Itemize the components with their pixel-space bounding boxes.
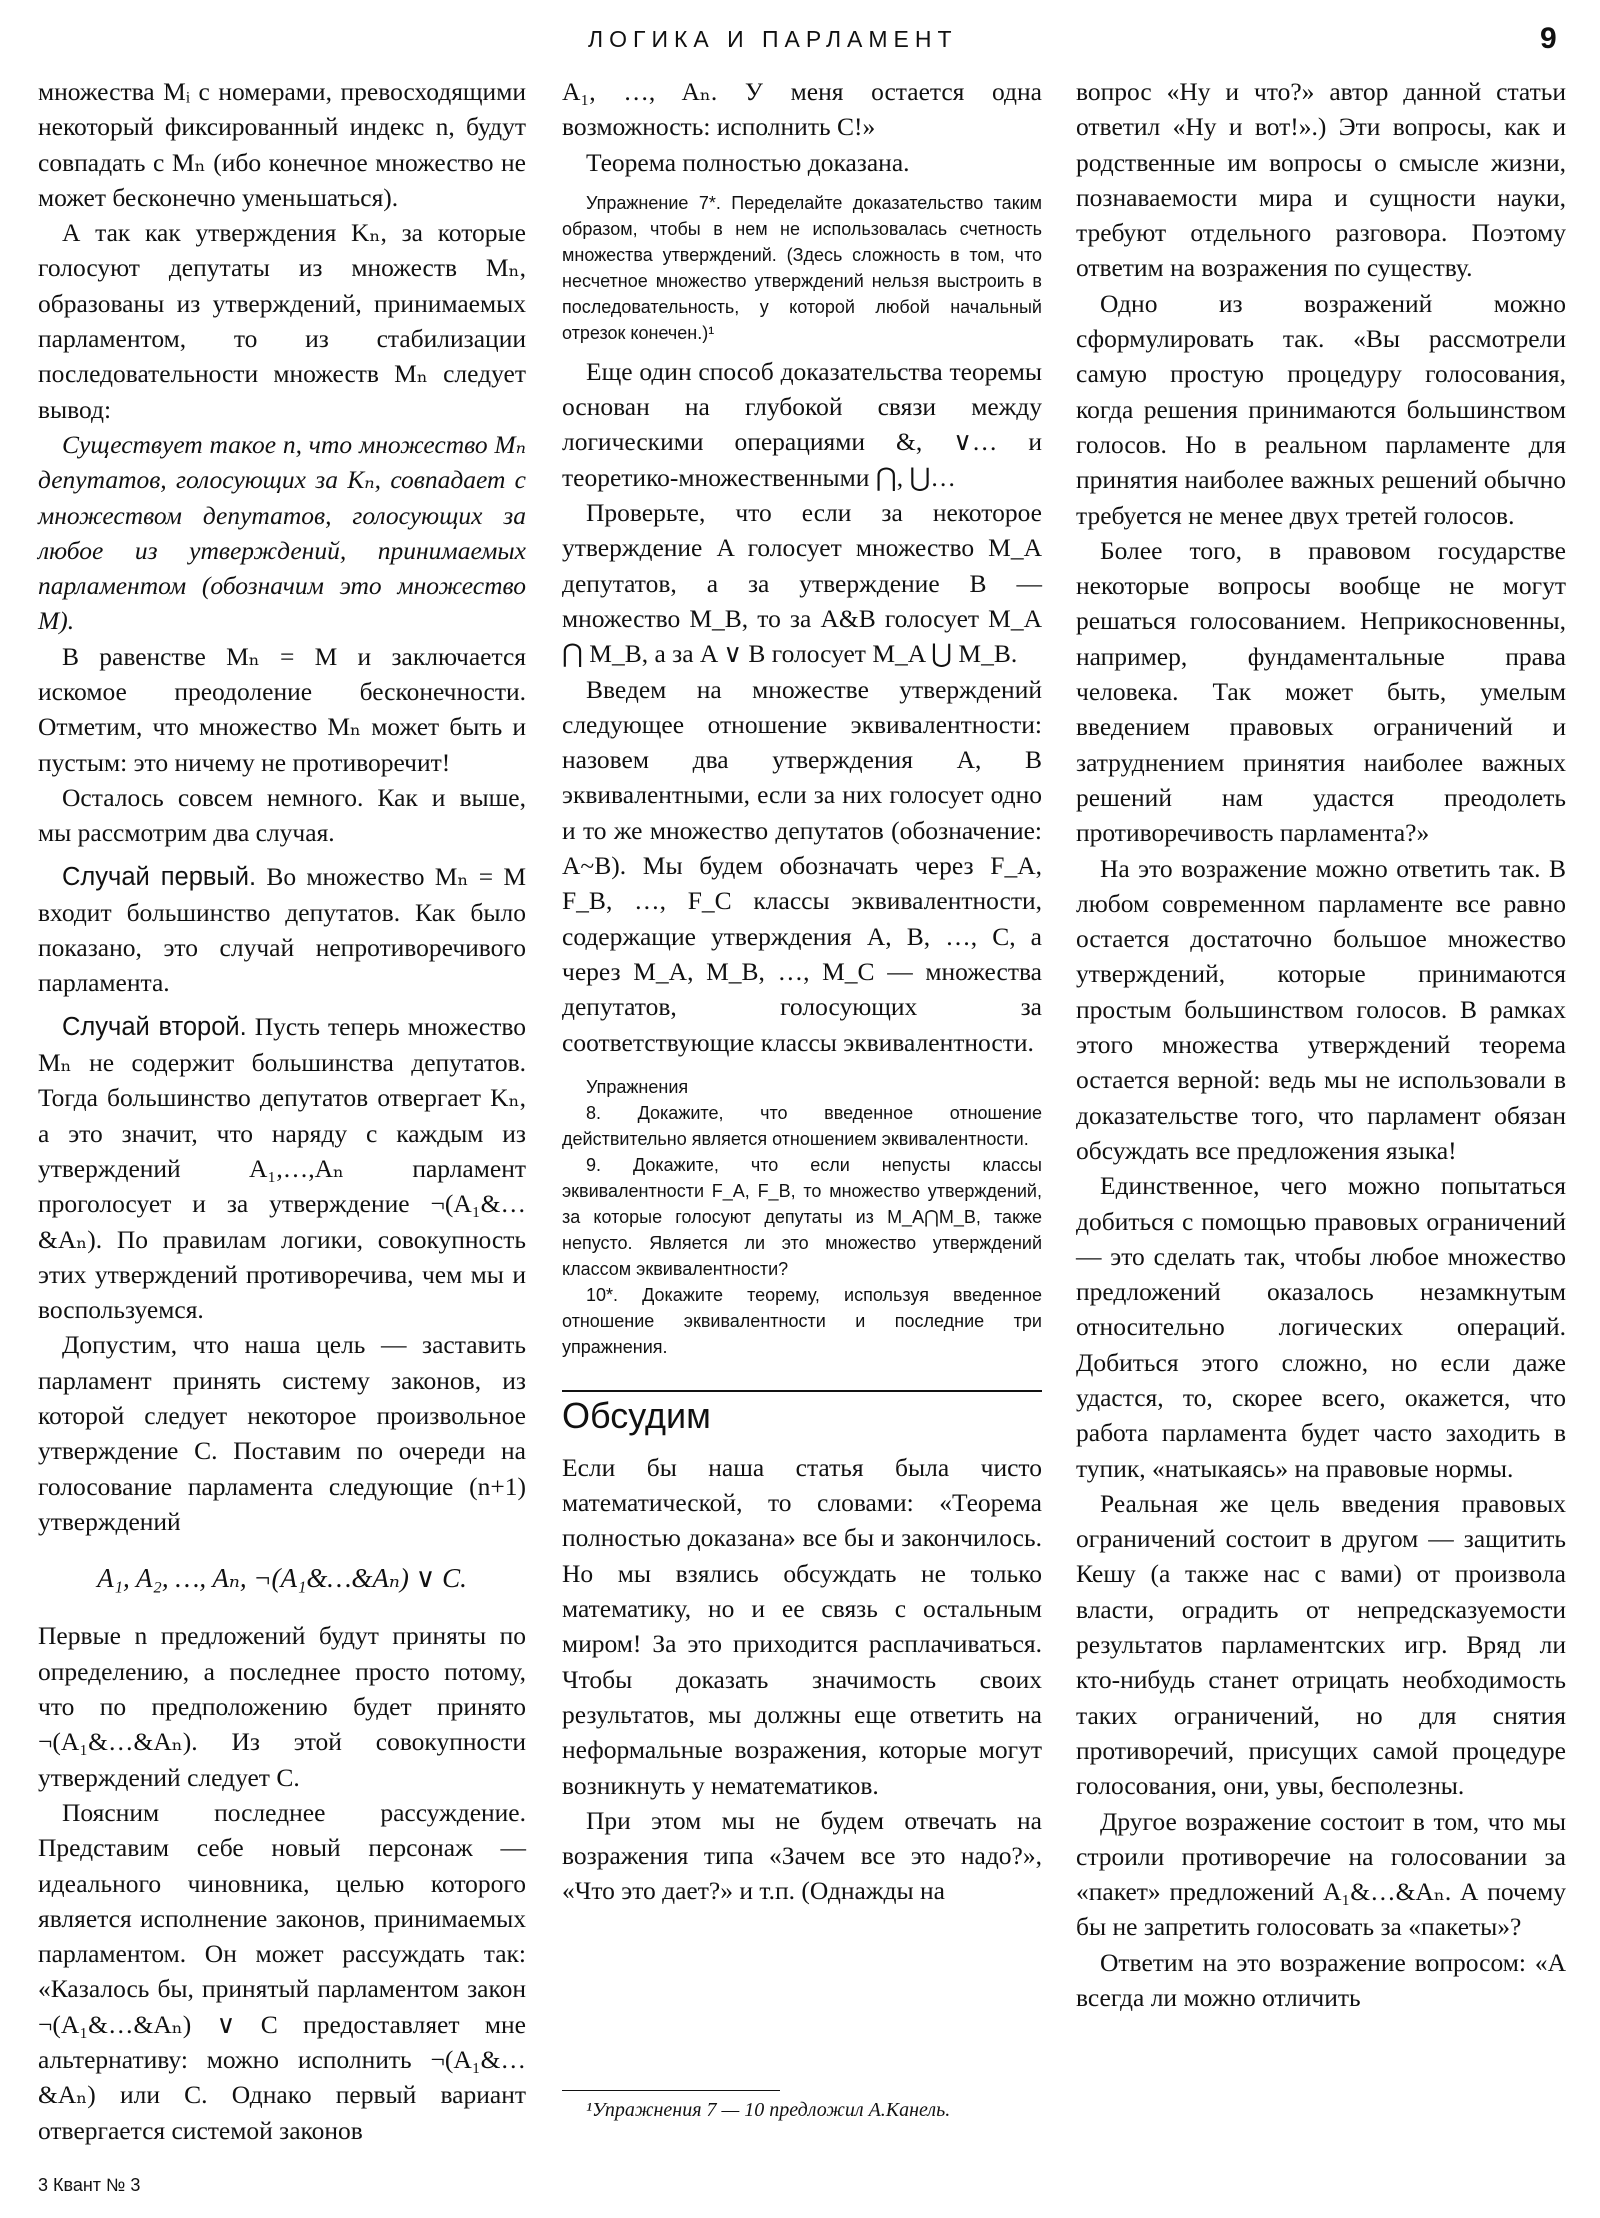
paragraph: Одно из возражений можно сформулировать так. «Вы рассмотрели самую простую процедуру голосования, когда решения принимаются большинством голосов. Но в реальном парламенте для принятия наиболее важных решений обычно требуется не менее двух третей голосов. xyxy=(1076,288,1566,530)
section-rule xyxy=(562,1390,1042,1392)
running-title: ЛОГИКА И ПАРЛАМЕНТ xyxy=(588,26,958,52)
paragraph: вопрос «Ну и что?» автор данной статьи ответил «Ну и вот!».) Эти вопросы, как и родственные им вопросы о смысле жизни, познаваемости мира и сущности науки, требуют отдельного разговора. Поэтому ответим на возражения по существу. xyxy=(1076,77,1566,283)
exercises-heading: Упражнения xyxy=(586,1076,689,1097)
paragraph: Первые n предложений будут приняты по определению, а последнее просто потому, что по предположению будет принято ¬(A₁&…&Aₙ). Из этой совокупности утверждений следует C. xyxy=(38,1621,526,1792)
running-head xyxy=(0,22,1600,66)
display-formula: A₁, A₂, …, Aₙ, ¬(A₁&…&Aₙ) ∨ C. xyxy=(97,1563,467,1594)
section-heading: Обсудим xyxy=(562,1394,711,1436)
paragraph: Реальная же цель введения правовых ограничений состоит в другом — защитить Кешу (а также нас с вами) от произвола власти, оградить от непредсказуемости результатов парламентских игр. Вряд ли кто-нибудь станет отрицать необходимость таких ограничений, но для снятия противоречий, присущих самой процедуре голосования, они, увы, бесполезны. xyxy=(1076,1488,1566,1801)
column-1 xyxy=(38,74,526,2148)
page-number: 9 xyxy=(1540,22,1557,55)
paragraph: Еще один способ доказательства теоремы основан на глубокой связи между логическими операциями &, ∨… и теоретико-множественными ⋂, ⋃… xyxy=(562,356,1042,492)
case-one-text: Во множество Mₙ = M входит большинство депутатов. Как было показано, это случай непротиворечивого парламента. xyxy=(38,861,527,998)
paragraph: Единственное, чего можно попытаться добиться с помощью правовых ограничений — это сделать так, чтобы любое множество предложений оказалось незамкнутым относительно логических операций. Добиться этого сложно, но если даже удастся, то, скорее всего, окажется, что работа парламента будет часто заходить в тупик, «натыкаясь» на правовые нормы. xyxy=(1076,1171,1566,1483)
statement-paragraph: Существует такое n, что множество Mₙ депутатов, голосующих за Kₙ, совпадает с множеством депутатов, голосующих за любое из утверждений, принимаемых парламентом (обозначим это множество M). xyxy=(38,429,526,636)
paragraph: А так как утверждения Kₙ, за которые голосуют депутаты из множеств Mₙ, образованы из утверждений, принимаемых парламентом, то из стабилизации последовательности множеств Mₙ следует вывод: xyxy=(38,218,526,424)
paragraph: При этом мы не будем отвечать на возражения типа «Зачем все это надо?», «Что это дает?» и т.п. (Однажды на xyxy=(562,1805,1042,1906)
column-2 xyxy=(562,74,1042,1909)
paragraph: Проверьте, что если за некоторое утверждение A голосует множество M_A депутатов, а за утверждение B — множество M_B, то за A&B голосует M_A ⋂ M_B, а за A ∨ B голосует M_A ⋃ M_B. xyxy=(562,498,1042,669)
exercise-8: 8. Докажите, что введенное отношение действительно является отношением эквивалентности. xyxy=(562,1102,1042,1149)
column-3 xyxy=(1076,74,1566,2015)
paragraph: Более того, в правовом государстве некоторые вопросы вообще не могут решаться голосованием. Неприкосновенны, например, фундаментальные права человека. Так может быть, умелым введением правовых ограничений и затруднением принятия наиболее важных решений нам удастся преодолеть противоречивость парламента?» xyxy=(1076,535,1566,848)
case-one-label: Случай первый. xyxy=(62,862,257,891)
exercise-7: Упражнение 7*. Переделайте доказательство таким образом, чтобы в нем не использовалась счетность множества утверждений. (Здесь сложность в том, что несчетное множество утверждений нельзя выстроить в последовательность, у которой любой начальный отрезок конечен.)¹ xyxy=(562,192,1042,343)
paragraph: Ответим на это возражение вопросом: «А всегда ли можно отличить xyxy=(1076,1947,1566,2013)
exercise-10: 10*. Докажите теорему, используя введенное отношение эквивалентности и последние три упражнения. xyxy=(562,1284,1042,1357)
exercise-9: 9. Докажите, что если непусты классы эквивалентности F_A, F_B, то множество утверждений, за которые голосуют депутаты из M_A⋂M_B, также непусто. Является ли это множество утверждений классом эквивалентности? xyxy=(562,1154,1042,1279)
paragraph: A₁, …, Aₙ. У меня остается одна возможность: исполнить C!» xyxy=(562,77,1042,142)
paragraph: Теорема полностью доказана. xyxy=(586,147,910,177)
case-two-paragraph xyxy=(38,1009,526,1328)
paragraph: Введем на множестве утверждений следующее отношение эквивалентности: назовем два утверждения A, B эквивалентными, если за них голосует одно и то же множество депутатов (обозначение: A~B). Мы будем обозначать через F_A, F_B, …, F_C классы эквивалентности, содержащие утверждения A, B, …, C, а через M_A, M_B, …, M_C — множества депутатов, голосующих за соответствующие классы эквивалентности. xyxy=(562,674,1042,1057)
signature-mark: 3 Квант № 3 xyxy=(38,2175,141,2195)
case-two-label: Случай второй. xyxy=(62,1012,247,1041)
paragraph: множества Mᵢ с номерами, превосходящими некоторый фиксированный индекс n, будут совпадать с Mₙ (ибо конечное множество не может бесконечно уменьшаться). xyxy=(38,77,526,212)
paragraph: В равенстве Mₙ = M и заключается искомое преодоление бесконечности. Отметим, что множество Mₙ может быть и пустым: это ничему не противоречит! xyxy=(38,641,526,777)
footnote-rule xyxy=(562,2090,780,2091)
paragraph: Другое возражение состоит в том, что мы строили противоречие на голосовании за «пакет» предложений A₁&…&Aₙ. А почему бы не запретить голосовать за «пакеты»? xyxy=(1076,1806,1566,1942)
case-two-text: Пусть теперь множество Mₙ не содержит большинства депутатов. Тогда большинство депутатов отвергает Kₙ, а это значит, что наряду с каждым из утверждений A₁,…,Aₙ парламент проголосует и за утверждение ¬(A₁&…&Aₙ). По правилам логики, совокупность этих утверждений противоречива, чем мы и воспользуемся. xyxy=(38,1011,526,1325)
paragraph: Осталось совсем немного. Как и выше, мы рассмотрим два случая. xyxy=(38,782,526,848)
paragraph: Допустим, что наша цель — заставить парламент принять систему законов, из которой следует некоторое произвольное утверждение C. Поставим по очереди на голосование парламента следующие (n+1) утверждений xyxy=(38,1330,526,1536)
paragraph: На это возражение можно ответить так. В любом современном парламенте все равно остается достаточно большое множество утверждений, которые принимаются простым большинством голосов. В рамках этого множества утверждений теорема остается верной: ведь мы не использовали в доказательстве того, что парламент обязан обсуждать все предложения языка! xyxy=(1076,853,1566,1165)
footnote: ¹Упражнения 7 — 10 предложил А.Канель. xyxy=(586,2099,951,2121)
case-one-paragraph xyxy=(38,859,526,1001)
paragraph: Если бы наша статья была чисто математической, то словами: «Теорема полностью доказана» все бы и закончилось. Но мы взялись обсуждать не только математику, но и ее связь с остальным миром! За это приходится расплачиваться. Чтобы доказать значимость своих результатов, мы должны еще ответить на неформальные возражения, которые могут возникнуть у нематематиков. xyxy=(562,1452,1042,1800)
paragraph: Поясним последнее рассуждение. Представим себе новый персонаж — идеального чиновника, целью которого является исполнение законов, принимаемых парламентом. Он может рассуждать так: «Казалось бы, принятый парламентом закон ¬(A₁&…&Aₙ) ∨ C предоставляет мне альтернативу: можно исполнить ¬(A₁&…&Aₙ) или C. Однако первый вариант отвергается системой законов xyxy=(38,1797,526,2145)
